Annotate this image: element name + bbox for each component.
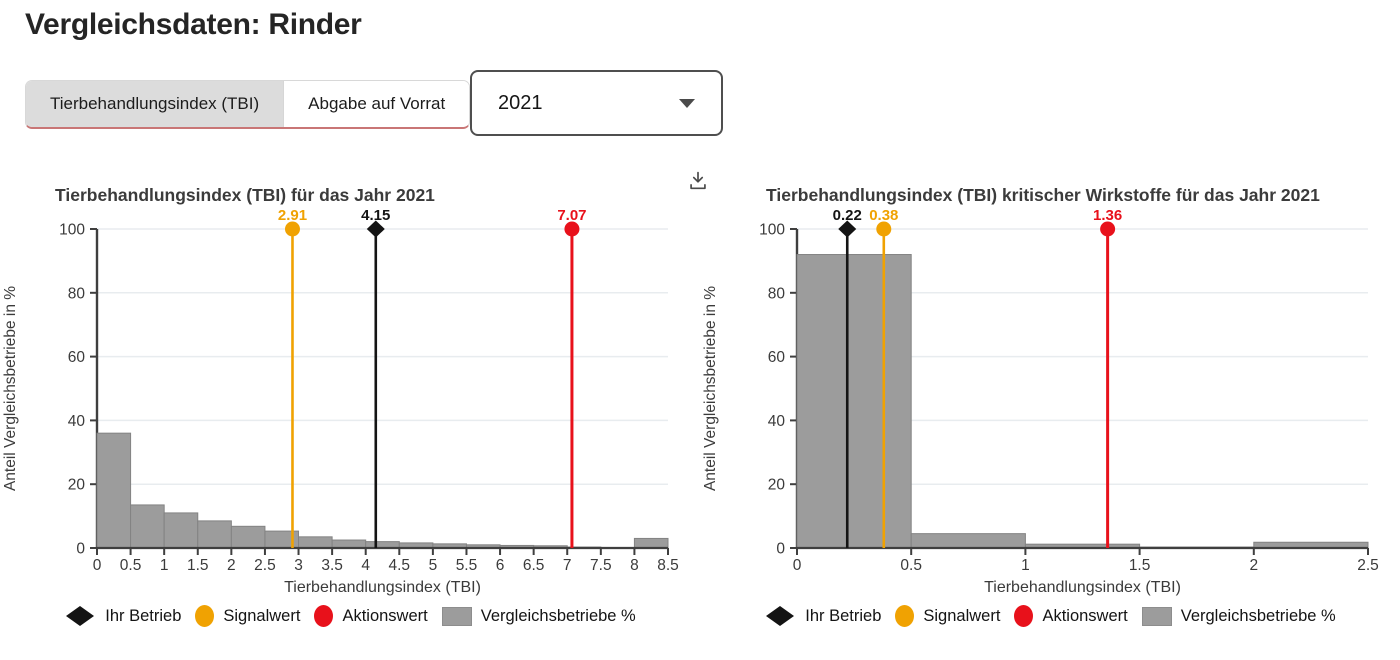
svg-text:2.5: 2.5 bbox=[254, 557, 276, 574]
svg-text:0.5: 0.5 bbox=[900, 557, 922, 574]
svg-text:8: 8 bbox=[630, 557, 639, 574]
svg-text:1: 1 bbox=[159, 557, 169, 574]
svg-text:0.38: 0.38 bbox=[869, 208, 899, 224]
chart-canvas bbox=[0, 208, 700, 603]
year-select-value: 2021 bbox=[498, 91, 543, 114]
page-title: Vergleichsdaten: Rinder bbox=[25, 8, 362, 41]
svg-text:0: 0 bbox=[776, 540, 785, 558]
svg-text:0: 0 bbox=[792, 557, 802, 574]
chart-canvas bbox=[700, 208, 1400, 603]
svg-text:2: 2 bbox=[227, 557, 236, 574]
legend-item-signalwert bbox=[895, 605, 1000, 627]
svg-text:1.5: 1.5 bbox=[1128, 557, 1151, 574]
legend-label: Signalwert bbox=[223, 606, 301, 625]
svg-text:4.15: 4.15 bbox=[361, 208, 391, 224]
chart-title: Tierbehandlungsindex (TBI) kritischer Wirkstoffe für das Jahr 2021 bbox=[766, 185, 1320, 205]
svg-text:3: 3 bbox=[294, 557, 303, 574]
tab-abgabe-auf-vorrat[interactable]: Abgabe auf Vorrat bbox=[283, 81, 469, 127]
svg-text:Tierbehandlungsindex (TBI): Tierbehandlungsindex (TBI) bbox=[984, 579, 1181, 596]
legend-label: Aktionswert bbox=[1042, 606, 1128, 625]
svg-text:4: 4 bbox=[361, 557, 371, 574]
legend-item-ihr-betrieb bbox=[764, 605, 881, 627]
svg-text:2: 2 bbox=[1249, 557, 1259, 574]
svg-text:6: 6 bbox=[495, 557, 505, 574]
chevron-down-icon bbox=[679, 99, 695, 108]
svg-text:5: 5 bbox=[428, 557, 438, 574]
svg-text:40: 40 bbox=[767, 412, 785, 430]
svg-text:Anteil Vergleichsbetriebe in %: Anteil Vergleichsbetriebe in % bbox=[2, 285, 19, 492]
circle-swatch bbox=[195, 605, 214, 627]
svg-text:1.36: 1.36 bbox=[1093, 208, 1123, 224]
year-select[interactable] bbox=[470, 70, 723, 136]
chart-tbi bbox=[0, 185, 700, 627]
legend-label: Ihr Betrieb bbox=[105, 606, 182, 625]
svg-text:0: 0 bbox=[76, 540, 85, 558]
chart-title: Tierbehandlungsindex (TBI) für das Jahr 2021 bbox=[55, 185, 435, 205]
svg-text:0: 0 bbox=[92, 557, 102, 574]
rect-swatch bbox=[442, 607, 472, 626]
legend-label: Ihr Betrieb bbox=[805, 606, 882, 625]
rect-swatch bbox=[1142, 607, 1172, 626]
svg-text:7.07: 7.07 bbox=[557, 208, 587, 224]
legend-label: Signalwert bbox=[923, 606, 1001, 625]
legend-label: Vergleichsbetriebe % bbox=[1180, 606, 1336, 625]
svg-text:1: 1 bbox=[1021, 557, 1030, 574]
svg-text:100: 100 bbox=[59, 221, 85, 239]
svg-text:80: 80 bbox=[67, 285, 85, 303]
svg-text:7.5: 7.5 bbox=[590, 557, 612, 574]
tab-group bbox=[25, 80, 470, 129]
legend-label: Aktionswert bbox=[342, 606, 428, 625]
svg-text:2.5: 2.5 bbox=[1357, 557, 1379, 574]
legend-item-aktionswert bbox=[1014, 605, 1127, 627]
svg-text:60: 60 bbox=[767, 349, 785, 367]
svg-text:2.91: 2.91 bbox=[277, 208, 308, 224]
svg-text:5.5: 5.5 bbox=[455, 557, 478, 574]
svg-text:Anteil Vergleichsbetriebe in %: Anteil Vergleichsbetriebe in % bbox=[702, 285, 719, 492]
legend-item-vergleichsbetriebe bbox=[442, 607, 636, 626]
svg-text:8.5: 8.5 bbox=[657, 557, 679, 574]
diamond-swatch bbox=[64, 605, 96, 627]
svg-text:1.5: 1.5 bbox=[186, 557, 209, 574]
chart-tbi-critical bbox=[700, 185, 1400, 627]
svg-text:4.5: 4.5 bbox=[388, 557, 411, 574]
circle-swatch bbox=[314, 605, 333, 627]
svg-text:100: 100 bbox=[759, 221, 785, 239]
tab-tierbehandlungsindex[interactable]: Tierbehandlungsindex (TBI) bbox=[26, 81, 283, 127]
svg-text:80: 80 bbox=[767, 285, 785, 303]
svg-text:Tierbehandlungsindex (TBI): Tierbehandlungsindex (TBI) bbox=[284, 579, 481, 596]
legend-item-signalwert bbox=[195, 605, 300, 627]
circle-swatch bbox=[895, 605, 914, 627]
svg-text:0.22: 0.22 bbox=[832, 208, 862, 224]
svg-text:40: 40 bbox=[67, 412, 85, 430]
circle-swatch bbox=[1014, 605, 1033, 627]
svg-text:0.5: 0.5 bbox=[119, 557, 142, 574]
svg-text:20: 20 bbox=[767, 476, 785, 494]
legend-label: Vergleichsbetriebe % bbox=[480, 606, 636, 625]
chart-legend bbox=[700, 605, 1400, 627]
svg-text:7: 7 bbox=[562, 557, 572, 574]
svg-text:60: 60 bbox=[67, 349, 85, 367]
legend-item-aktionswert bbox=[314, 605, 427, 627]
legend-item-vergleichsbetriebe bbox=[1142, 607, 1336, 626]
legend-item-ihr-betrieb bbox=[64, 605, 181, 627]
chart-legend bbox=[0, 605, 700, 627]
svg-text:20: 20 bbox=[67, 476, 85, 494]
diamond-swatch bbox=[764, 605, 796, 627]
svg-text:3.5: 3.5 bbox=[321, 557, 343, 574]
svg-text:6.5: 6.5 bbox=[522, 557, 545, 574]
